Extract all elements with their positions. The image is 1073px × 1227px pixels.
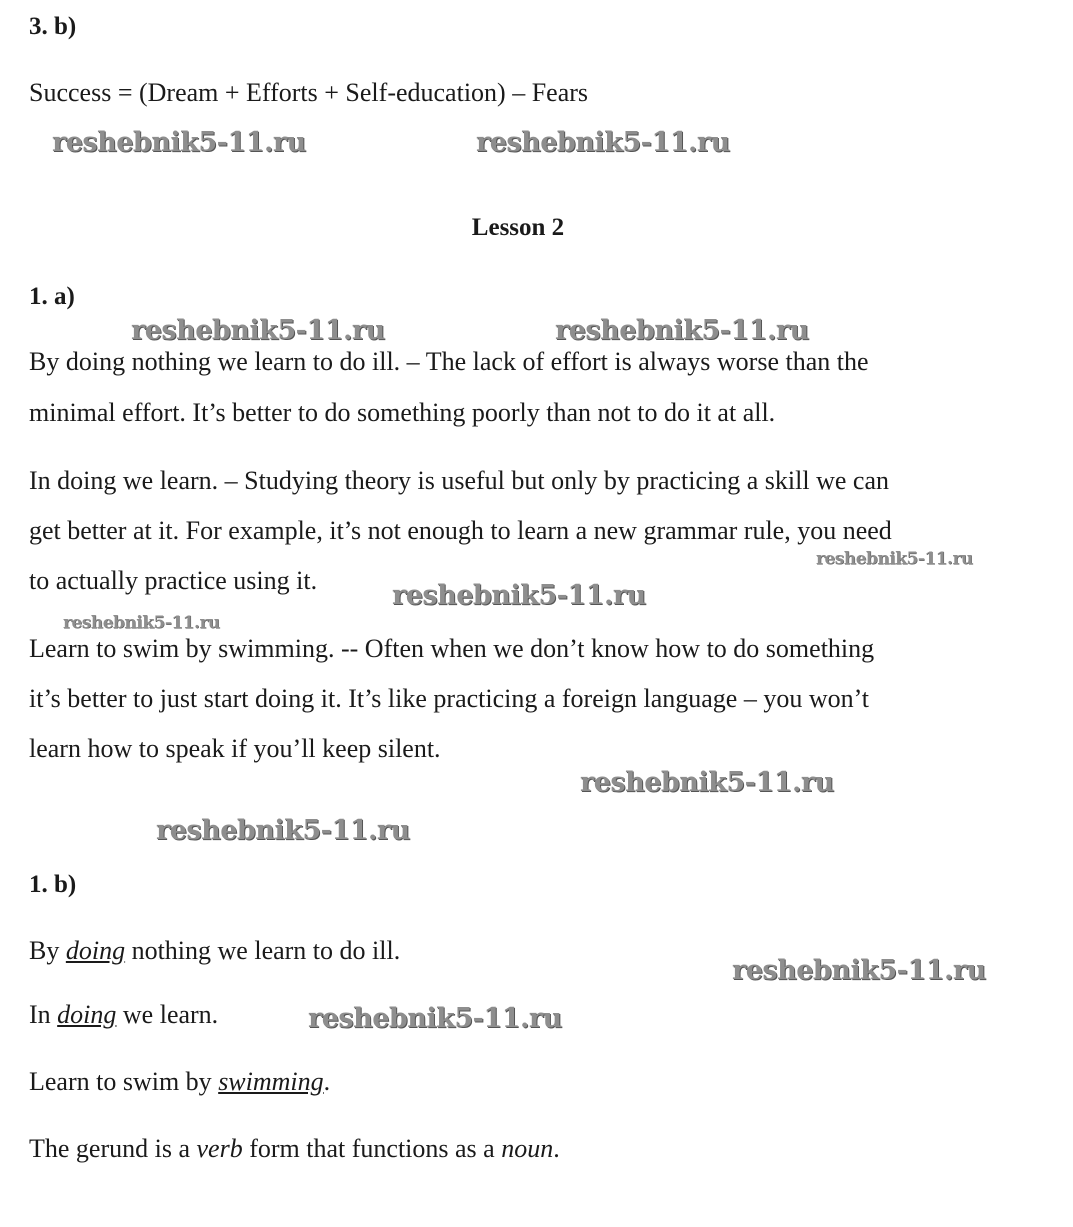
gerund-word: doing [57,1000,117,1029]
sentence-text: nothing we learn to do ill. [125,936,401,965]
sentence-text: In [29,1000,58,1029]
section-heading-1b: 1. b) [29,871,77,898]
gerund-word: doing [65,936,126,965]
watermark: reshebnik5-11.ru [816,549,973,569]
sentence-text: . [553,1134,560,1163]
sentence-text: . [323,1067,331,1096]
gerund-definition [29,1134,560,1164]
success-formula: Success = (Dream + Efforts + Self-education) – Fears [29,78,589,107]
example-sentence [29,936,400,966]
sentence-text: By [29,936,66,965]
watermark: reshebnik5-11.ru [555,315,809,346]
section-heading-3b: 3. b) [29,13,77,40]
watermark: reshebnik5-11.ru [156,815,410,846]
paragraph-line: learn how to speak if you’ll keep silent. [29,734,441,763]
paragraph-line: minimal effort. It’s better to do something poorly than not to do it at all. [29,398,776,427]
watermark: reshebnik5-11.ru [131,315,385,346]
watermark: reshebnik5-11.ru [580,767,834,798]
paragraph-line: Learn to swim by swimming. -- Often when we don’t know how to do something [29,634,875,663]
example-sentence [29,1000,218,1030]
watermark: reshebnik5-11.ru [392,580,646,611]
section-heading-1a: 1. a) [29,283,75,310]
watermark: reshebnik5-11.ru [476,127,730,158]
watermark: reshebnik5-11.ru [308,1003,562,1034]
paragraph-line: to actually practice using it. [29,566,318,595]
paragraph-line: By doing nothing we learn to do ill. – The lack of effort is always worse than the [29,347,869,376]
watermark: reshebnik5-11.ru [732,955,986,986]
sentence-text: form that functions as a [242,1134,502,1163]
emphasized-word: verb [196,1134,243,1163]
sentence-text: we learn. [116,1000,219,1029]
sentence-text: Learn to swim by [29,1067,219,1096]
watermark: reshebnik5-11.ru [63,613,220,633]
emphasized-word: noun [501,1134,554,1163]
paragraph-line: get better at it. For example, it’s not enough to learn a new grammar rule, you need [29,516,892,545]
paragraph-line: it’s better to just start doing it. It’s like practicing a foreign language – you won’t [29,684,870,713]
sentence-text: The gerund is a [29,1134,197,1163]
watermark: reshebnik5-11.ru [52,127,306,158]
example-sentence [29,1067,330,1097]
lesson-title: Lesson 2 [471,214,565,241]
paragraph-line: In doing we learn. – Studying theory is useful but only by practicing a skill we can [29,466,889,495]
gerund-word: swimming [218,1067,324,1096]
